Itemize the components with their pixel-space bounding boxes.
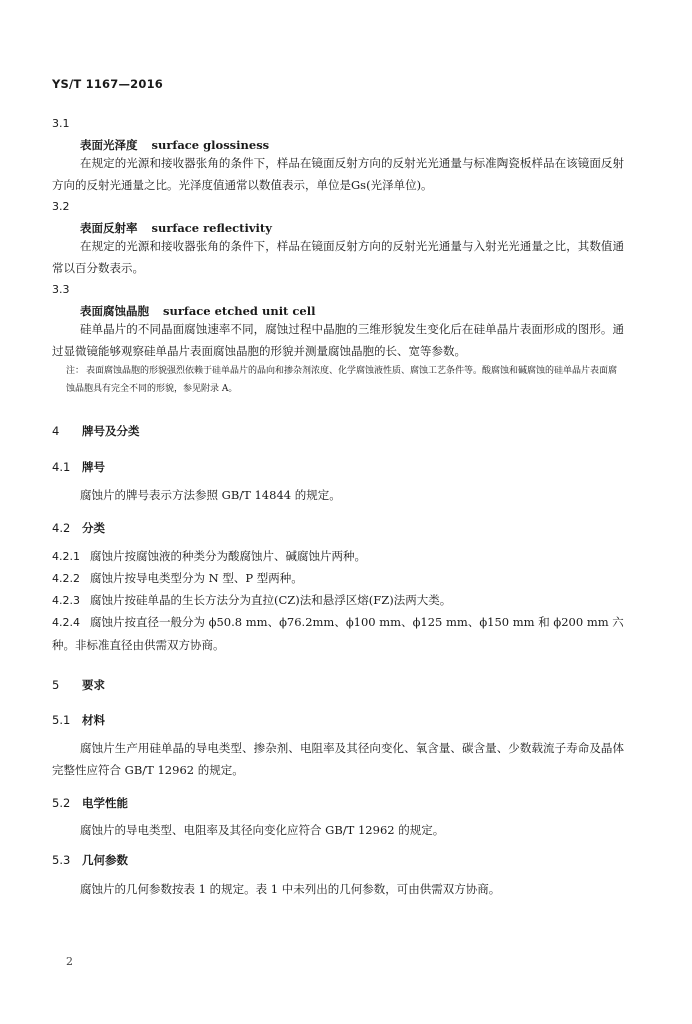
subsection-text: 腐蚀片的几何参数按表 1 的规定。表 1 中未列出的几何参数，可由供需双方协商。	[80, 882, 501, 896]
item-number: 4.2.2	[52, 572, 80, 585]
subsection-heading	[52, 852, 128, 868]
term-definition: 在规定的光源和接收器张角的条件下，样品在镜面反射方向的反射光光通量与入射光光通量之比，其数值通常以百分数表示。	[52, 239, 624, 275]
item-number: 4.2.1	[52, 550, 80, 563]
subsection-title: 几何参数	[82, 853, 128, 867]
section-number: 4	[52, 424, 60, 438]
subsection-number: 4.1	[52, 460, 71, 474]
term-definition: 硅单晶片的不同晶面腐蚀速率不同，腐蚀过程中晶胞的三维形貌发生变化后在硅单晶片表面形成的图形。通过显微镜能够观察硅单晶片表面腐蚀晶胞的形貌并测量腐蚀晶胞的长、宽等参数。	[52, 322, 624, 358]
term-en: surface etched unit cell	[163, 304, 316, 318]
list-item	[52, 611, 624, 656]
subsection-number: 5.3	[52, 853, 71, 867]
term-number: 3.2	[52, 200, 70, 213]
item-number: 4.2.3	[52, 594, 80, 607]
note-label: 注：	[66, 366, 85, 376]
section-title: 要求	[82, 678, 105, 692]
term-heading	[80, 137, 269, 153]
term-heading	[80, 220, 272, 236]
subsection-text: 腐蚀片的牌号表示方法参照 GB/T 14844 的规定。	[80, 488, 341, 502]
term-cn: 表面光泽度	[80, 138, 138, 152]
subsection-text: 腐蚀片的导电类型、电阻率及其径向变化应符合 GB/T 12962 的规定。	[80, 823, 445, 837]
subsection-number: 5.2	[52, 796, 71, 810]
page-number: 2	[66, 955, 73, 968]
term-number: 3.3	[52, 283, 70, 296]
section-heading	[52, 677, 105, 693]
term-en: surface glossiness	[151, 138, 270, 152]
subsection-title: 分类	[82, 521, 105, 535]
list-item	[52, 589, 624, 612]
subsection-title: 牌号	[82, 460, 105, 474]
subsection-heading	[52, 459, 105, 475]
term-definition: 在规定的光源和接收器张角的条件下，样品在镜面反射方向的反射光光通量与标准陶瓷板样品在该镜面反射方向的反射光通量之比。光泽度值通常以数值表示，单位是Gs(光泽单位)。	[52, 156, 624, 192]
item-text: 腐蚀片按腐蚀液的种类分为酸腐蚀片、碱腐蚀片两种。	[90, 549, 366, 563]
item-text: 腐蚀片按硅单晶的生长方法分为直拉(CZ)法和悬浮区熔(FZ)法两大类。	[90, 593, 452, 607]
item-text: 腐蚀片按直径一般分为 ϕ50.8 mm、ϕ76.2mm、ϕ100 mm、ϕ125 mm、ϕ150 mm 和 ϕ200 mm 六种。非标准直径由供需双方协商。	[52, 615, 624, 652]
term-heading	[80, 303, 315, 319]
subsection-heading	[52, 712, 105, 728]
section-title: 牌号及分类	[82, 424, 140, 438]
term-cn: 表面反射率	[80, 221, 138, 235]
term-en: surface reflectivity	[151, 221, 272, 235]
term-cn: 表面腐蚀晶胞	[80, 304, 149, 318]
subsection-heading	[52, 520, 105, 536]
item-text: 腐蚀片按导电类型分为 N 型、P 型两种。	[90, 571, 303, 585]
list-item	[52, 545, 624, 568]
subsection-number: 5.1	[52, 713, 71, 727]
term-number: 3.1	[52, 117, 70, 130]
section-number: 5	[52, 678, 60, 692]
subsection-text: 腐蚀片生产用硅单晶的导电类型、掺杂剂、电阻率及其径向变化、氧含量、碳含量、少数载流子寿命及晶体完整性应符合 GB/T 12962 的规定。	[52, 741, 624, 777]
note-text: 表面腐蚀晶胞的形貌强烈依赖于硅单晶片的晶向和掺杂剂浓度、化学腐蚀液性质、腐蚀工艺条件等。酸腐蚀和碱腐蚀的硅单晶片表面腐蚀晶胞具有完全不同的形貌，参见附录 A。	[66, 366, 618, 394]
subsection-heading	[52, 795, 128, 811]
list-item	[52, 567, 624, 590]
item-number: 4.2.4	[52, 616, 80, 629]
subsection-number: 4.2	[52, 521, 71, 535]
document-header: YS/T 1167—2016	[52, 77, 163, 91]
subsection-title: 材料	[82, 713, 105, 727]
section-heading	[52, 423, 140, 439]
subsection-title: 电学性能	[82, 796, 128, 810]
term-note	[66, 362, 626, 398]
